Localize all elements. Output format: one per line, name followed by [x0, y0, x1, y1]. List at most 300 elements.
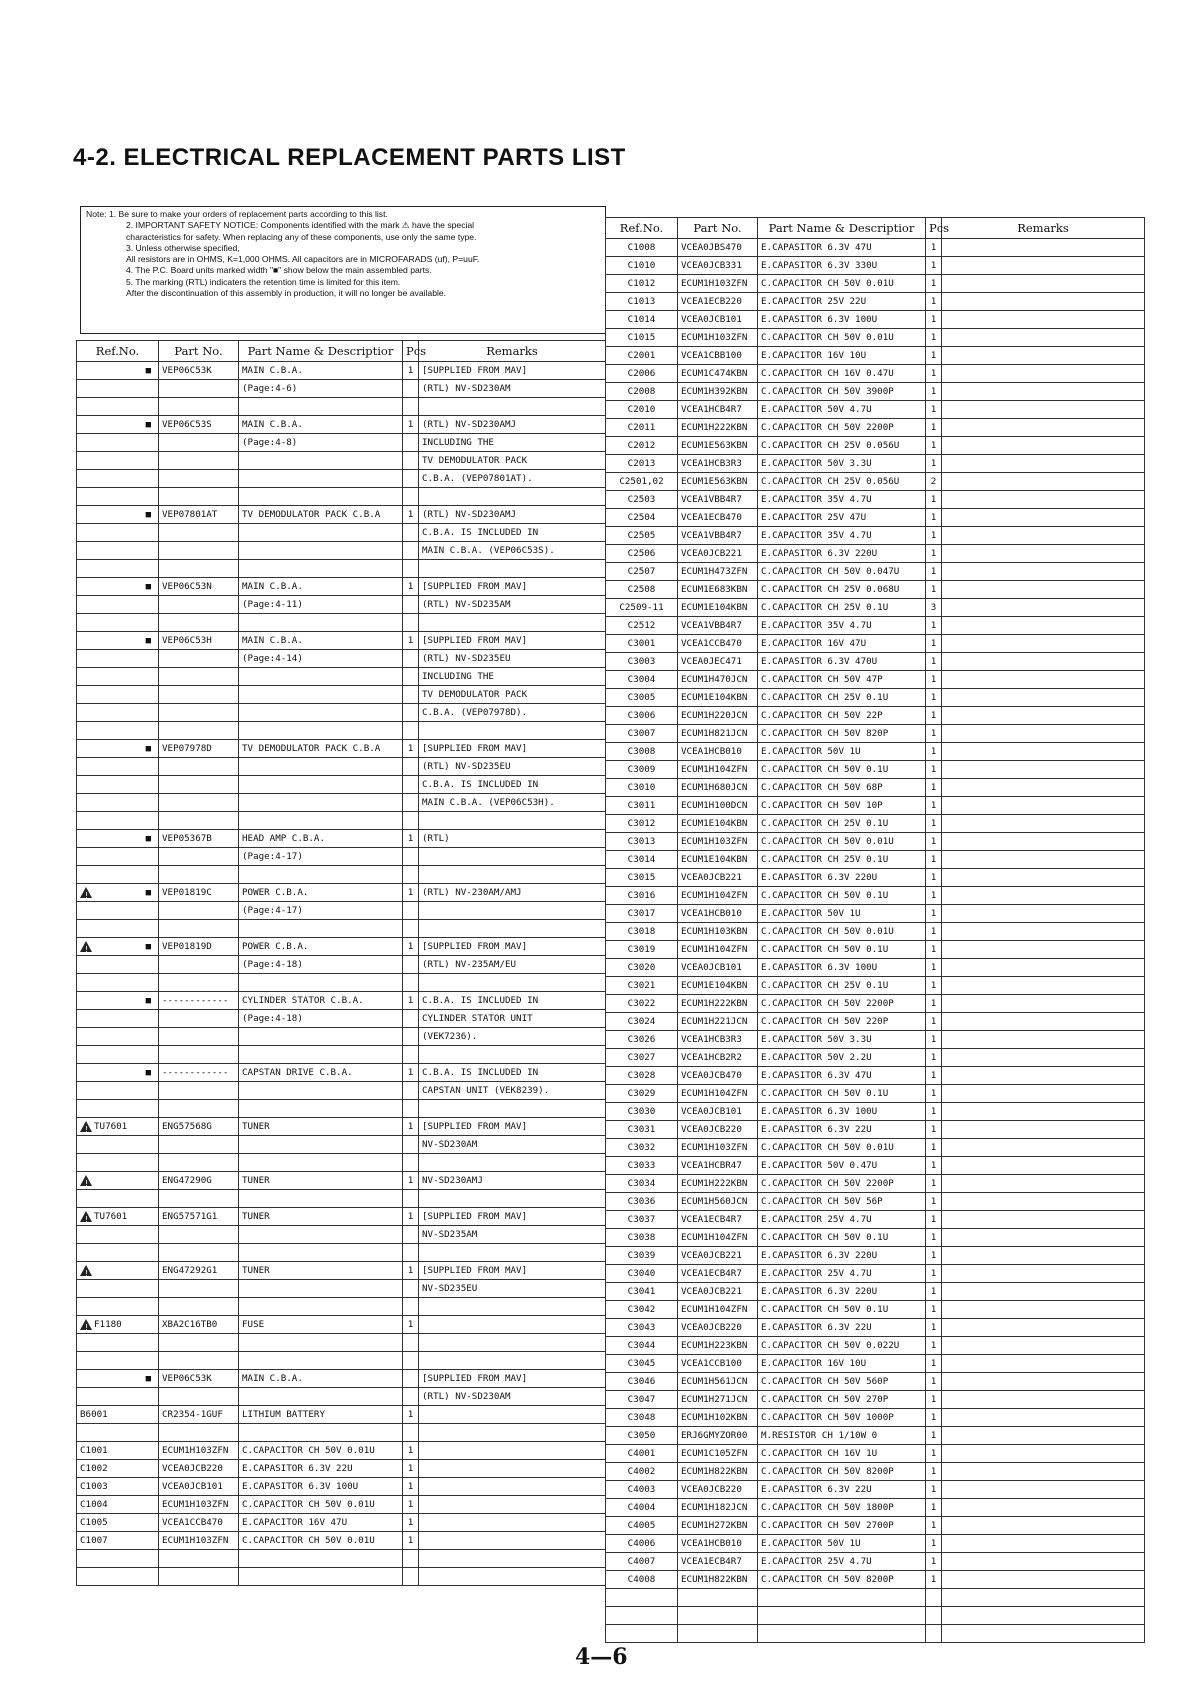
table-row — [77, 1352, 606, 1370]
part-name: (Page:4-6) — [239, 380, 403, 398]
ref-number: C3012 — [606, 815, 678, 833]
remarks — [419, 1154, 606, 1172]
ref-number: TU7601 — [94, 1210, 128, 1222]
table-row — [77, 1514, 606, 1532]
ref-number: C2506 — [606, 545, 678, 563]
remarks — [419, 614, 606, 632]
ref-number: C3004 — [606, 671, 678, 689]
ref-number: TU7601 — [94, 1120, 128, 1132]
part-name: (Page:4-11) — [239, 596, 403, 614]
pcs: 1 — [403, 938, 419, 956]
pcs — [403, 1298, 419, 1316]
part-name: E.CAPASITOR 6.3V 22U — [758, 1319, 926, 1337]
pcs: 1 — [926, 725, 942, 743]
note-line: 4. The P.C. Board units marked width "■" show below the main assembled parts. — [126, 265, 432, 276]
table-row — [606, 977, 1145, 995]
table-row — [606, 779, 1145, 797]
part-name: E.CAPASITOR 6.3V 220U — [758, 545, 926, 563]
board-unit-marker-icon: ■ — [145, 887, 151, 898]
pcs: 1 — [926, 1553, 942, 1571]
remarks — [942, 1067, 1145, 1085]
table-row — [77, 956, 606, 974]
table-row — [77, 488, 606, 506]
table-row — [606, 1607, 1145, 1625]
remarks — [942, 581, 1145, 599]
part-name: E.CAPACITOR 25V 4.7U — [758, 1211, 926, 1229]
remarks — [419, 1568, 606, 1586]
part-name: TV DEMODULATOR PACK C.B.A — [239, 506, 403, 524]
part-name: C.CAPACITOR CH 50V 0.1U — [758, 761, 926, 779]
table-row — [77, 1244, 606, 1262]
table-row — [77, 560, 606, 578]
table-row — [606, 599, 1145, 617]
remarks: (RTL) — [419, 830, 606, 848]
remarks — [942, 1571, 1145, 1589]
part-name — [239, 758, 403, 776]
table-row — [606, 473, 1145, 491]
remarks — [942, 1409, 1145, 1427]
remarks: C.B.A. IS INCLUDED IN — [419, 776, 606, 794]
table-row — [606, 1031, 1145, 1049]
pcs: 1 — [926, 869, 942, 887]
part-number — [159, 434, 239, 452]
table-row — [606, 1103, 1145, 1121]
ref-number: C3010 — [606, 779, 678, 797]
header-pcs: Pcs — [403, 341, 419, 362]
part-name: E.CAPACITOR 50V 3.3U — [758, 455, 926, 473]
ref-number: C2011 — [606, 419, 678, 437]
remarks: NV-SD230AMJ — [419, 1172, 606, 1190]
remarks — [942, 959, 1145, 977]
remarks: C.B.A. (VEP07801AT). — [419, 470, 606, 488]
part-number: ECUM1E104KBN — [678, 977, 758, 995]
pcs: 1 — [926, 1013, 942, 1031]
part-number: VCEA1HCB010 — [678, 1535, 758, 1553]
ref-number: C3046 — [606, 1373, 678, 1391]
table-row — [606, 419, 1145, 437]
board-unit-marker-icon: ■ — [145, 581, 151, 592]
remarks — [419, 1478, 606, 1496]
ref-cell — [77, 614, 159, 632]
pcs — [403, 1154, 419, 1172]
ref-number: C3018 — [606, 923, 678, 941]
ref-cell — [77, 956, 159, 974]
pcs — [403, 1028, 419, 1046]
remarks: C.B.A. IS INCLUDED IN — [419, 992, 606, 1010]
safety-warning-icon — [80, 1319, 92, 1330]
part-name: TUNER — [239, 1118, 403, 1136]
remarks — [942, 1463, 1145, 1481]
part-number — [159, 1352, 239, 1370]
part-name: C.CAPACITOR CH 50V 0.01U — [758, 275, 926, 293]
table-row — [606, 995, 1145, 1013]
remarks: [SUPPLIED FROM MAV] — [419, 1370, 606, 1388]
pcs: 1 — [926, 1301, 942, 1319]
part-name: (Page:4-14) — [239, 650, 403, 668]
safety-warning-icon — [80, 1175, 92, 1186]
part-name: C.CAPACITOR CH 50V 2200P — [758, 995, 926, 1013]
part-name: E.CAPACITOR 25V 4.7U — [758, 1265, 926, 1283]
ref-cell — [77, 1100, 159, 1118]
table-row — [606, 1013, 1145, 1031]
table-row — [606, 563, 1145, 581]
remarks — [942, 473, 1145, 491]
remarks: CAPSTAN UNIT (VEK8239). — [419, 1082, 606, 1100]
pcs: 1 — [403, 1208, 419, 1226]
part-name — [239, 1190, 403, 1208]
remarks: (VEK7236). — [419, 1028, 606, 1046]
ref-number: C1005 — [80, 1516, 108, 1528]
ref-cell — [77, 1370, 159, 1388]
table-row — [606, 1391, 1145, 1409]
table-row — [606, 1571, 1145, 1589]
remarks — [419, 1514, 606, 1532]
pcs: 1 — [926, 653, 942, 671]
remarks — [942, 599, 1145, 617]
part-name: CYLINDER STATOR C.B.A. — [239, 992, 403, 1010]
ref-cell — [77, 416, 159, 434]
ref-number: C3020 — [606, 959, 678, 977]
part-name: C.CAPACITOR CH 50V 270P — [758, 1391, 926, 1409]
part-name: C.CAPACITOR CH 50V 8200P — [758, 1571, 926, 1589]
part-name: E.CAPACITOR 16V 10U — [758, 1355, 926, 1373]
part-name: E.CAPASITOR 6.3V 22U — [758, 1481, 926, 1499]
remarks — [942, 365, 1145, 383]
board-unit-marker-icon: ■ — [145, 995, 151, 1006]
ref-number: C3041 — [606, 1283, 678, 1301]
table-row — [77, 866, 606, 884]
table-header-row — [77, 341, 606, 362]
part-number — [159, 668, 239, 686]
table-row — [77, 542, 606, 560]
ref-cell — [77, 560, 159, 578]
ref-number: C3027 — [606, 1049, 678, 1067]
part-number — [159, 722, 239, 740]
part-name: FUSE — [239, 1316, 403, 1334]
table-row — [606, 1229, 1145, 1247]
remarks — [942, 671, 1145, 689]
part-number: VCEA1HCB3R3 — [678, 455, 758, 473]
pcs: 1 — [926, 401, 942, 419]
remarks — [419, 1424, 606, 1442]
part-number — [159, 920, 239, 938]
part-name: TV DEMODULATOR PACK C.B.A — [239, 740, 403, 758]
table-row — [606, 239, 1145, 257]
part-name — [239, 1568, 403, 1586]
pcs — [403, 902, 419, 920]
board-unit-marker-icon: ■ — [145, 365, 151, 376]
part-name — [239, 794, 403, 812]
table-row — [77, 1064, 606, 1082]
table-row — [606, 293, 1145, 311]
ref-number: C3014 — [606, 851, 678, 869]
remarks: NV-SD230AM — [419, 1136, 606, 1154]
remarks — [942, 833, 1145, 851]
part-number — [159, 1100, 239, 1118]
part-name: C.CAPACITOR CH 50V 1000P — [758, 1409, 926, 1427]
ref-cell — [77, 902, 159, 920]
ref-number: C1012 — [606, 275, 678, 293]
ref-number: C2006 — [606, 365, 678, 383]
ref-cell — [77, 1406, 159, 1424]
pcs: 1 — [926, 761, 942, 779]
part-name: E.CAPACITOR 50V 1U — [758, 1535, 926, 1553]
pcs: 1 — [926, 419, 942, 437]
pcs: 1 — [926, 941, 942, 959]
remarks — [419, 902, 606, 920]
ref-cell — [77, 1082, 159, 1100]
remarks — [942, 545, 1145, 563]
pcs: 1 — [403, 1478, 419, 1496]
ref-cell — [77, 830, 159, 848]
part-name: E.CAPASITOR 6.3V 100U — [758, 311, 926, 329]
remarks: CYLINDER STATOR UNIT — [419, 1010, 606, 1028]
remarks — [942, 1211, 1145, 1229]
safety-warning-icon — [80, 1121, 92, 1132]
ref-number: C4007 — [606, 1553, 678, 1571]
part-number: ECUM1H392KBN — [678, 383, 758, 401]
part-number: VEP07801AT — [159, 506, 239, 524]
part-name: C.CAPACITOR CH 50V 560P — [758, 1373, 926, 1391]
ref-number: C2012 — [606, 437, 678, 455]
pcs: 3 — [926, 599, 942, 617]
table-row — [77, 1046, 606, 1064]
ref-cell — [77, 524, 159, 542]
ref-number: C3045 — [606, 1355, 678, 1373]
table-row — [77, 1118, 606, 1136]
part-number: ECUM1H221JCN — [678, 1013, 758, 1031]
pcs: 1 — [926, 239, 942, 257]
remarks — [942, 761, 1145, 779]
part-name — [239, 866, 403, 884]
part-number: VCEA0JCB221 — [678, 545, 758, 563]
pcs: 1 — [926, 1409, 942, 1427]
remarks: INCLUDING THE — [419, 434, 606, 452]
pcs: 1 — [926, 1355, 942, 1373]
ref-number: C3039 — [606, 1247, 678, 1265]
part-number: VCEA0JCB221 — [678, 1247, 758, 1265]
remarks: [SUPPLIED FROM MAV] — [419, 1118, 606, 1136]
ref-cell — [77, 632, 159, 650]
remarks — [419, 812, 606, 830]
remarks — [942, 239, 1145, 257]
pcs: 1 — [403, 632, 419, 650]
ref-number: C3042 — [606, 1301, 678, 1319]
pcs: 1 — [403, 740, 419, 758]
ref-cell — [77, 1172, 159, 1190]
pcs: 1 — [926, 1085, 942, 1103]
table-row — [606, 1589, 1145, 1607]
part-number: ECUM1H222KBN — [678, 419, 758, 437]
remarks — [942, 1283, 1145, 1301]
ref-cell — [77, 1568, 159, 1586]
pcs — [403, 542, 419, 560]
ref-number: C3009 — [606, 761, 678, 779]
ref-number — [606, 1589, 678, 1607]
table-row — [77, 1568, 606, 1586]
remarks — [942, 1103, 1145, 1121]
part-name — [239, 812, 403, 830]
pcs — [403, 1334, 419, 1352]
ref-number: C4005 — [606, 1517, 678, 1535]
part-number — [159, 470, 239, 488]
pcs: 1 — [926, 797, 942, 815]
remarks — [942, 1337, 1145, 1355]
part-name: E.CAPACITOR 50V 1U — [758, 743, 926, 761]
table-row — [77, 1370, 606, 1388]
ref-number: C3008 — [606, 743, 678, 761]
part-name: C.CAPACITOR CH 50V 0.01U — [758, 833, 926, 851]
part-name: C.CAPACITOR CH 50V 56P — [758, 1193, 926, 1211]
header-remarks: Remarks — [942, 218, 1145, 239]
pcs: 1 — [403, 884, 419, 902]
table-row — [77, 812, 606, 830]
part-number — [159, 560, 239, 578]
remarks: INCLUDING THE — [419, 668, 606, 686]
ref-cell — [77, 1316, 159, 1334]
remarks — [942, 1607, 1145, 1625]
pcs — [403, 812, 419, 830]
pcs — [403, 1226, 419, 1244]
remarks — [942, 923, 1145, 941]
pcs: 1 — [926, 329, 942, 347]
table-row — [77, 1496, 606, 1514]
table-row — [606, 959, 1145, 977]
remarks: (RTL) NV-SD230AM — [419, 380, 606, 398]
pcs — [403, 1424, 419, 1442]
part-name: E.CAPACITOR 25V 22U — [758, 293, 926, 311]
pcs: 1 — [926, 635, 942, 653]
ref-number: C1003 — [80, 1480, 108, 1492]
pcs: 1 — [926, 887, 942, 905]
part-name — [239, 524, 403, 542]
ref-number: C2503 — [606, 491, 678, 509]
ref-number: C1013 — [606, 293, 678, 311]
ref-cell — [77, 1424, 159, 1442]
note-line: 2. IMPORTANT SAFETY NOTICE: Components identified with the mark ⚠ have the special — [126, 220, 475, 231]
pcs: 1 — [926, 293, 942, 311]
table-row — [606, 1175, 1145, 1193]
part-number — [159, 902, 239, 920]
ref-cell — [77, 920, 159, 938]
table-row — [606, 1157, 1145, 1175]
pcs: 1 — [926, 815, 942, 833]
part-name: E.CAPASITOR 6.3V 100U — [239, 1478, 403, 1496]
part-name: TUNER — [239, 1262, 403, 1280]
part-number: ECUM1H104ZFN — [678, 887, 758, 905]
remarks: (RTL) NV-SD235EU — [419, 758, 606, 776]
table-row — [77, 1406, 606, 1424]
part-name — [239, 398, 403, 416]
table-row — [77, 1172, 606, 1190]
table-row — [77, 506, 606, 524]
part-number: ECUM1H104ZFN — [678, 941, 758, 959]
part-number: ECUM1H222KBN — [678, 1175, 758, 1193]
ref-number: C4003 — [606, 1481, 678, 1499]
table-row — [77, 1136, 606, 1154]
pcs: 1 — [926, 1319, 942, 1337]
table-row — [606, 1301, 1145, 1319]
ref-number: C1015 — [606, 329, 678, 347]
ref-cell — [77, 1388, 159, 1406]
part-name: C.CAPACITOR CH 50V 2200P — [758, 1175, 926, 1193]
remarks — [419, 722, 606, 740]
part-name: E.CAPACITOR 25V 4.7U — [758, 1553, 926, 1571]
pcs — [403, 524, 419, 542]
part-number: ENG57571G1 — [159, 1208, 239, 1226]
remarks — [942, 1427, 1145, 1445]
pcs: 1 — [403, 1172, 419, 1190]
ref-number: C3036 — [606, 1193, 678, 1211]
pcs — [403, 668, 419, 686]
ref-number: C3043 — [606, 1319, 678, 1337]
pcs — [403, 1244, 419, 1262]
part-number: ECUM1H220JCN — [678, 707, 758, 725]
part-number — [678, 1589, 758, 1607]
ref-cell — [77, 1064, 159, 1082]
part-number — [159, 1388, 239, 1406]
part-number — [159, 1550, 239, 1568]
table-row — [77, 704, 606, 722]
ref-number: C1007 — [80, 1534, 108, 1546]
remarks — [942, 941, 1145, 959]
remarks — [419, 1316, 606, 1334]
part-name: (Page:4-18) — [239, 1010, 403, 1028]
part-number: ENG47290G — [159, 1172, 239, 1190]
part-name: (Page:4-8) — [239, 434, 403, 452]
table-row — [77, 632, 606, 650]
table-row — [77, 524, 606, 542]
part-name: C.CAPACITOR CH 50V 820P — [758, 725, 926, 743]
part-name: (Page:4-18) — [239, 956, 403, 974]
remarks — [419, 398, 606, 416]
part-number: ECUM1H102KBN — [678, 1409, 758, 1427]
part-name: C.CAPACITOR CH 50V 0.01U — [239, 1496, 403, 1514]
remarks — [942, 743, 1145, 761]
remarks — [942, 1319, 1145, 1337]
remarks — [942, 869, 1145, 887]
part-number: VCEA0JCB220 — [678, 1319, 758, 1337]
remarks — [419, 974, 606, 992]
table-row — [77, 362, 606, 380]
ref-number: C3026 — [606, 1031, 678, 1049]
table-row — [606, 941, 1145, 959]
pcs: 1 — [926, 1139, 942, 1157]
part-name: POWER C.B.A. — [239, 938, 403, 956]
note-line: 3. Unless otherwise specified, — [126, 242, 240, 253]
board-unit-marker-icon: ■ — [145, 941, 151, 952]
pcs: 1 — [926, 1175, 942, 1193]
part-number — [159, 1226, 239, 1244]
part-name: E.CAPACITOR 50V 2.2U — [758, 1049, 926, 1067]
ref-cell — [77, 506, 159, 524]
remarks — [942, 725, 1145, 743]
pcs: 1 — [926, 689, 942, 707]
pcs — [403, 650, 419, 668]
parts-table-right — [605, 217, 1145, 1643]
table-row — [606, 1067, 1145, 1085]
ref-number: C3016 — [606, 887, 678, 905]
part-number: VCEA0JCB101 — [678, 311, 758, 329]
pcs: 1 — [403, 1262, 419, 1280]
part-name: E.CAPACITOR 35V 4.7U — [758, 617, 926, 635]
table-row — [606, 491, 1145, 509]
table-row — [606, 653, 1145, 671]
pcs: 1 — [926, 1445, 942, 1463]
pcs: 1 — [926, 977, 942, 995]
remarks — [942, 1355, 1145, 1373]
pcs: 1 — [403, 1460, 419, 1478]
